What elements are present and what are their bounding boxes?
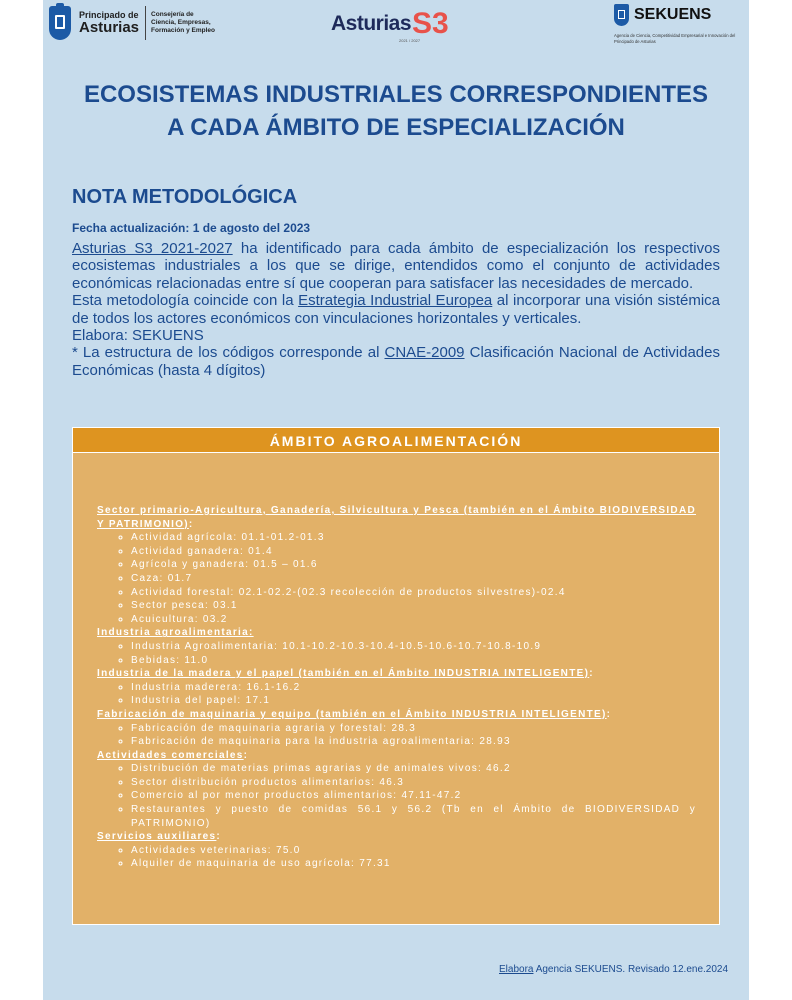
list-item: ◦ Alquiler de maquinaria de uso agrícola: 77.31	[131, 857, 696, 871]
sector-title: Actividades comerciales:	[97, 749, 249, 761]
sector-title-text: Sector primario-Agricultura, Ganadería, Silvicultura y Pesca (también en el Ámbito BIODIVERSIDAD Y PATRIMONIO)	[97, 505, 696, 530]
activity-list	[97, 640, 696, 667]
principado-label: Principado de	[79, 10, 139, 20]
update-date: Fecha actualización: 1 de agosto del 2023	[72, 221, 311, 235]
page-title: ECOSISTEMAS INDUSTRIALES CORRESPONDIENTES A CADA ÁMBITO DE ESPECIALIZACIÓN	[83, 81, 709, 141]
list-item: ◦ Acuicultura: 03.2	[131, 613, 696, 627]
sector-title: Industria de la madera y el papel (también en el Ámbito INDUSTRIA INTELIGENTE):	[97, 668, 594, 680]
sector-title-text: Actividades comerciales	[97, 749, 244, 761]
ambito-box	[72, 427, 720, 925]
sekuens-logo	[614, 4, 754, 44]
asturias-shield-icon	[49, 6, 71, 40]
header	[43, 0, 749, 50]
list-item: ◦ Restaurantes y puesto de comidas 56.1 y 56.2 (Tb en el Ámbito de BIODIVERSIDAD y PATRIMONIO)	[131, 803, 696, 830]
list-item: ◦ Actividades veterinarias: 75.0	[131, 844, 696, 858]
cnae-link[interactable]: CNAE-2009	[384, 344, 465, 362]
asturias-s3-logo	[331, 7, 449, 43]
activity-list	[97, 844, 696, 871]
s3-mark: S3	[412, 7, 449, 40]
consejeria-label: Consejería de Ciencia, Empresas, Formación y Empleo	[151, 10, 215, 35]
sekuens-name: SEKUENS	[634, 6, 712, 23]
section-heading: NOTA METODOLÓGICA	[72, 186, 298, 208]
list-item: ◦ Sector distribución productos alimentarios: 46.3	[131, 776, 696, 790]
ambito-heading: ÁMBITO AGROALIMENTACIÓN	[73, 428, 719, 453]
sector-title	[97, 626, 696, 640]
list-item: ◦ Actividad forestal: 02.1-02.2-(02.3 recolección de productos silvestres)-02.4	[131, 586, 696, 600]
ambito-content	[97, 504, 696, 871]
footer: Elabora Agencia SEKUENS. Revisado 12.ene.2024	[499, 964, 729, 975]
activity-list	[97, 762, 696, 830]
asturias-s3-link[interactable]: Asturias S3 2021-2027	[72, 240, 233, 257]
list-item: ◦ Industria Agroalimentaria: 10.1-10.2-10.3-10.4-10.5-10.6-10.7-10.8-10.9	[131, 640, 696, 654]
list-item: ◦ Actividad ganadera: 01.4	[131, 545, 696, 559]
list-item: ◦ Caza: 01.7	[131, 572, 696, 586]
list-item: ◦ Distribución de materias primas agrarias y de animales vivos: 46.2	[131, 762, 696, 776]
sekuens-subtitle: Agencia de Ciencia, Competitividad Empresarial e Innovación del Principado de Asturias	[614, 33, 736, 44]
list-item: ◦ Bebidas: 11.0	[131, 654, 696, 668]
activity-list	[97, 722, 696, 749]
estrategia-industrial-link[interactable]: Estrategia Industrial Europea	[298, 292, 493, 310]
sector-title-text: Industria de la madera y el papel (también en el Ámbito INDUSTRIA INTELIGENTE)	[97, 668, 590, 680]
document-page	[43, 0, 749, 1000]
sector-title: Servicios auxiliares:	[97, 831, 222, 843]
list-item: ◦ Sector pesca: 03.1	[131, 599, 696, 613]
sector-title: Sector primario-Agricultura, Ganadería, Silvicultura y Pesca (también en el Ámbito BIODIVERSIDAD Y PATRIMONIO):	[97, 505, 696, 530]
elabora-link[interactable]: Elabora	[499, 964, 534, 975]
sector-title-text: Industria agroalimentaria:	[97, 627, 254, 639]
sector-title: Fabricación de maquinaria y equipo (también en el Ámbito INDUSTRIA INTELIGENTE):	[97, 708, 612, 720]
intro-text: Asturias S3 2021-2027 ha identificado para cada ámbito de especialización los respectivos ecosistemas industriales a los que se dirige, entendidos como el conjunto de actividades económicas relacionadas entre sí que cooperan para satisfacer las necesidades de mercado. Esta metodología coincide con la Estrategia Industrial Europea al incorporar una visión sistémica de todos los actores económicos con vinculaciones horizontales y verticales. Elabora: SEKUENS * La estructura de los códigos corresponde al CNAE-2009 Clasificación Nacional de Actividades Económicas (hasta 4 dígitos)	[72, 240, 721, 379]
s3-wordmark: Asturias	[331, 12, 412, 35]
asturias-label: Asturias	[79, 19, 140, 36]
principado-logo	[49, 6, 215, 40]
sekuens-shield-icon	[614, 4, 629, 26]
list-item: ◦ Industria del papel: 17.1	[131, 694, 696, 708]
sector-title-text: Fabricación de maquinaria y equipo (también en el Ámbito INDUSTRIA INTELIGENTE)	[97, 708, 607, 720]
sector-title-text: Servicios auxiliares	[97, 831, 217, 843]
list-item: ◦ Comercio al por menor productos alimentarios: 47.11-47.2	[131, 789, 696, 803]
activity-list	[97, 681, 696, 708]
list-item: ◦ Industria maderera: 16.1-16.2	[131, 681, 696, 695]
list-item: ◦ Fabricación de maquinaria agraria y forestal: 28.3	[131, 722, 696, 736]
list-item: ◦ Actividad agrícola: 01.1-01.2-01.3	[131, 531, 696, 545]
logo-divider	[145, 6, 146, 40]
list-item: ◦ Agrícola y ganadera: 01.5 – 01.6	[131, 558, 696, 572]
s3-years: 2021 / 2027	[399, 38, 421, 43]
activity-list	[97, 531, 696, 626]
list-item: ◦ Fabricación de maquinaria para la industria agroalimentaria: 28.93	[131, 735, 696, 749]
